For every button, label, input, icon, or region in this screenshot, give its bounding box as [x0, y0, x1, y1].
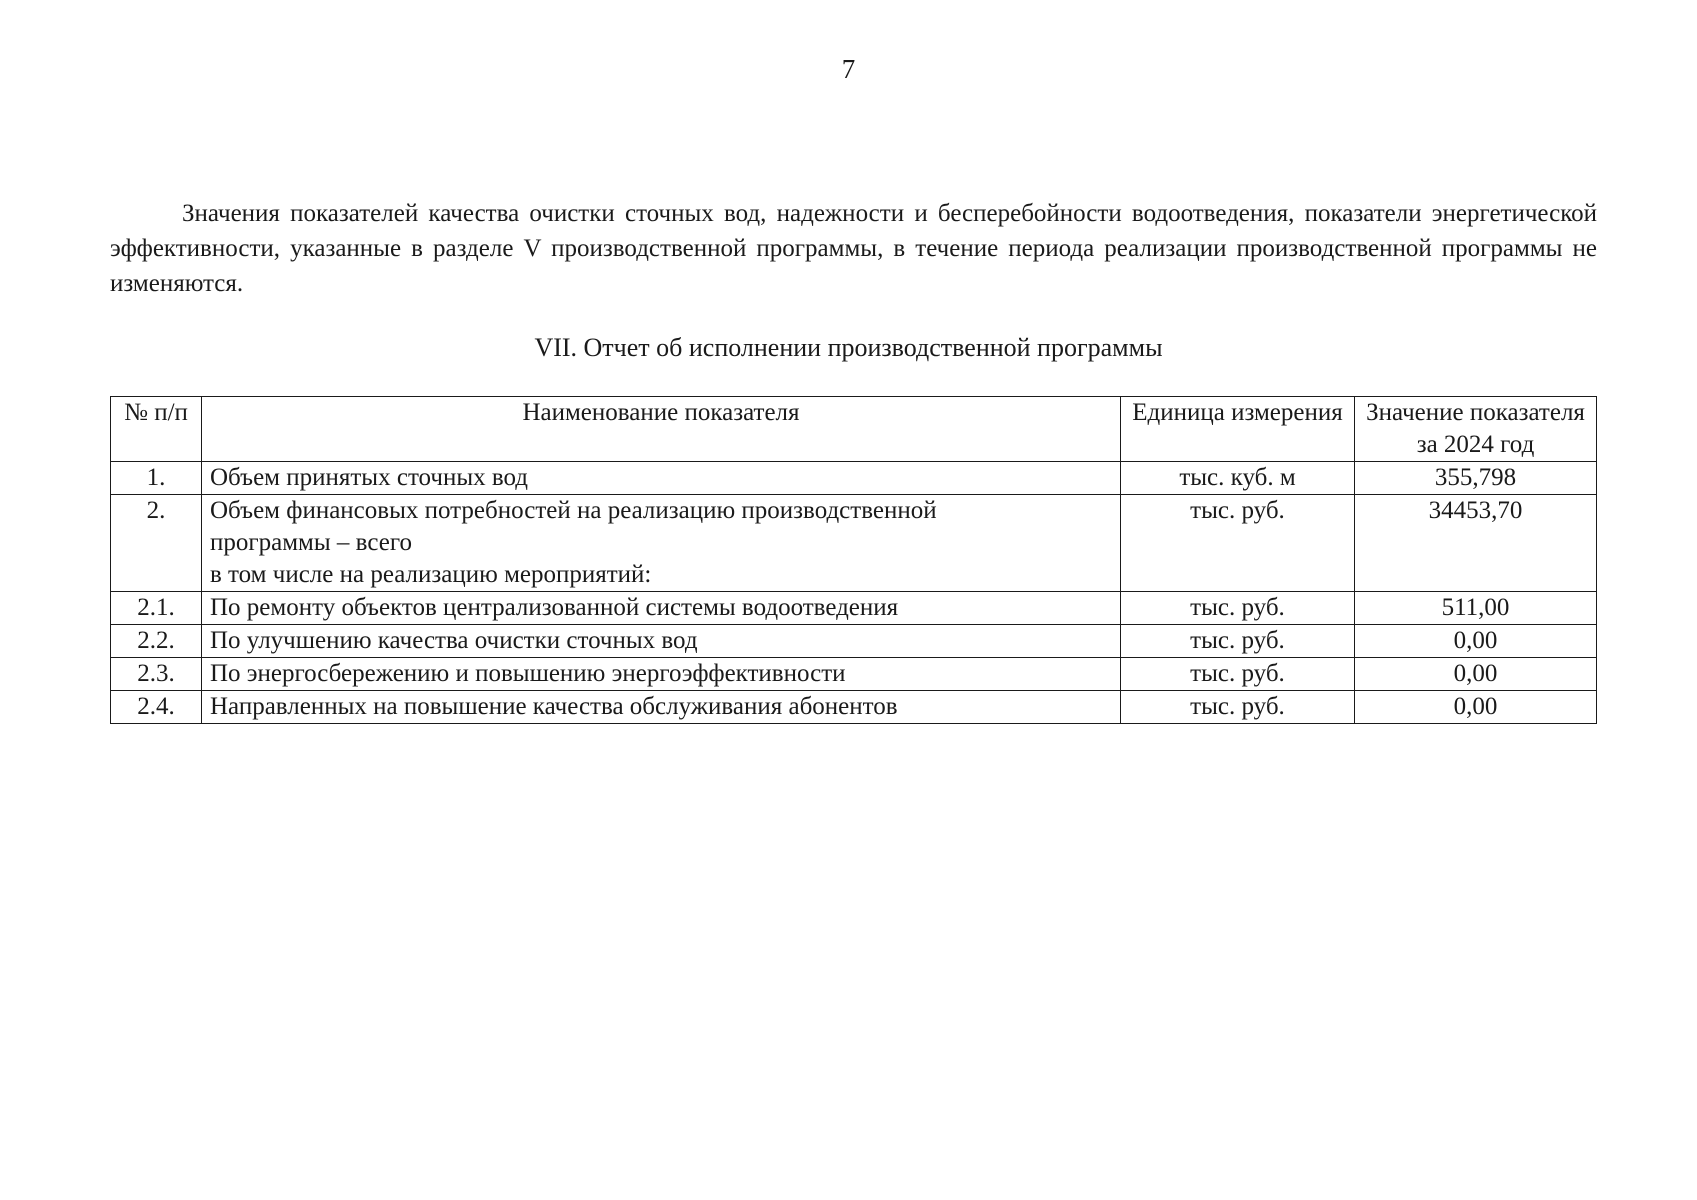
row-value: 0,00: [1355, 658, 1597, 691]
section-title: VII. Отчет об исполнении производственной программы: [534, 333, 1163, 362]
table-row: [111, 495, 1597, 592]
table-row: [111, 462, 1597, 495]
row-name: [202, 495, 1121, 592]
row-name: [202, 592, 1121, 625]
table-body: [111, 462, 1597, 724]
table-header: [111, 397, 1597, 462]
header-value: Значение показателя за 2024 год: [1355, 397, 1597, 462]
row-unit: тыс. руб.: [1121, 495, 1355, 592]
header-row: [111, 397, 1597, 462]
row-num: 2.: [111, 495, 202, 592]
row-num: 2.4.: [111, 691, 202, 724]
row-name-line: Направленных на повышение качества обслуживания абонентов: [210, 693, 898, 720]
row-value: 355,798: [1355, 462, 1597, 495]
row-num: 2.2.: [111, 625, 202, 658]
row-unit: тыс. руб.: [1121, 658, 1355, 691]
row-unit: тыс. руб.: [1121, 691, 1355, 724]
page-number: 7: [841, 54, 856, 84]
row-name-line: в том числе на реализацию мероприятий:: [210, 561, 652, 588]
row-unit: тыс. куб. м: [1121, 462, 1355, 495]
row-name-line: По энергосбережению и повышению энергоэффективности: [210, 660, 846, 687]
row-unit: тыс. руб.: [1121, 592, 1355, 625]
row-name-line: программы – всего: [210, 529, 412, 556]
row-value: 511,00: [1355, 592, 1597, 625]
row-name-line: Объем принятых сточных вод: [210, 464, 529, 491]
header-name: Наименование показателя: [202, 397, 1121, 462]
header-unit: Единица измерения: [1121, 397, 1355, 462]
table-row: [111, 691, 1597, 724]
row-name: [202, 462, 1121, 495]
header-num: № п/п: [111, 397, 202, 462]
row-num: 1.: [111, 462, 202, 495]
row-name: [202, 691, 1121, 724]
row-unit: тыс. руб.: [1121, 625, 1355, 658]
row-num: 2.3.: [111, 658, 202, 691]
row-name-line: По улучшению качества очистки сточных вод: [210, 627, 698, 654]
row-value: 0,00: [1355, 625, 1597, 658]
row-num: 2.1.: [111, 592, 202, 625]
row-value: 34453,70: [1355, 495, 1597, 592]
intro-paragraph: Значения показателей качества очистки сточных вод, надежности и бесперебойности водоотведения, показатели энергетической эффективности, указанные в разделе V производственной программы, в течение периода реализации производственной программы не изменяются.: [110, 200, 1597, 297]
row-name: [202, 658, 1121, 691]
table-row: [111, 625, 1597, 658]
row-value: 0,00: [1355, 691, 1597, 724]
table-row: [111, 592, 1597, 625]
row-name-line: По ремонту объектов централизованной системы водоотведения: [210, 594, 899, 621]
row-name-line: Объем финансовых потребностей на реализацию производственной: [210, 497, 937, 524]
row-name: [202, 625, 1121, 658]
table-row: [111, 658, 1597, 691]
report-table: [110, 396, 1597, 724]
